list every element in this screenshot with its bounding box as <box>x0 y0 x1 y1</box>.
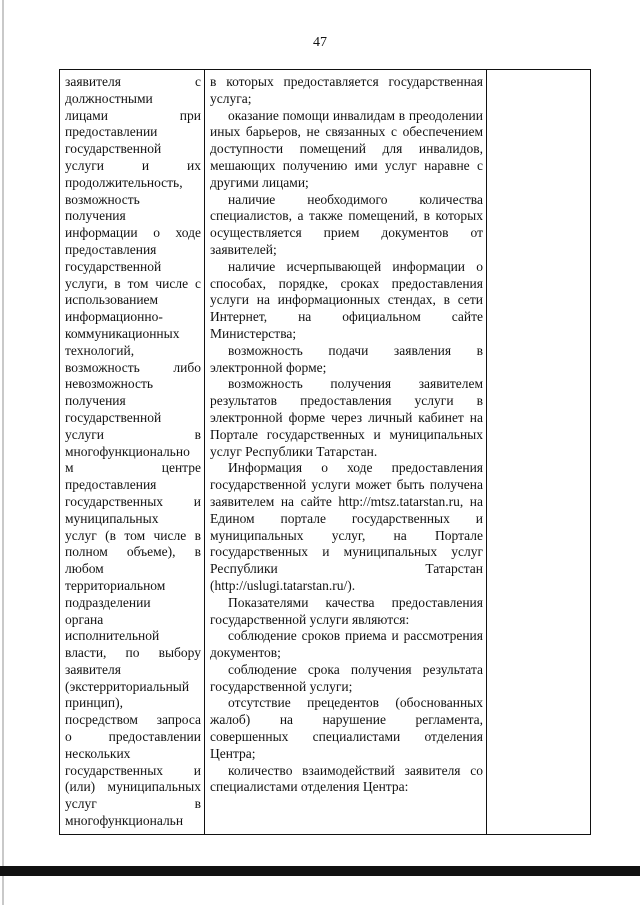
cell-text-line: (или) муниципальных <box>65 779 201 795</box>
cell-text-line: лицами при <box>65 107 201 123</box>
cell-text-line: государственной <box>65 258 162 274</box>
cell-text-line: технологий, <box>65 342 135 358</box>
cell-text-line: (экстерриториальный <box>65 678 190 694</box>
description-paragraph: возможность получения заявителем результатов предоставления услуги в электронной форме через личный кабинет на Портале государственных и муниципальных услуг Республики Татарстан. <box>210 376 483 459</box>
cell-text-line: возможность <box>65 191 140 207</box>
cell-text-line: предоставления <box>65 241 157 257</box>
cell-text-line: услуги в <box>65 426 201 442</box>
cell-text-line: власти, по выбору <box>65 645 201 661</box>
cell-text-line: получения <box>65 393 126 409</box>
cell-text-line: услуг в <box>65 796 201 812</box>
cell-text-line: государственных и <box>65 493 201 509</box>
description-paragraph: соблюдение срока получения результата государственной услуги; <box>210 661 483 694</box>
cell-text-line: принцип), <box>65 695 123 711</box>
criteria-name-cell <box>60 70 205 835</box>
description-paragraph: наличие необходимого количества специалистов, а также помещений, в которых осуществляется прием документов от заявителей; <box>210 191 483 257</box>
cell-text-line: нескольких <box>65 745 131 761</box>
cell-text-line: заявителя с <box>65 74 201 89</box>
cell-text-line: полном объеме), в <box>65 544 201 560</box>
cell-text-line: невозможность <box>65 376 154 392</box>
cell-text-line: подразделении <box>65 594 151 610</box>
description-paragraph: в которых предоставляется государственная услуга; <box>210 74 483 106</box>
description-paragraph: оказание помощи инвалидам в преодолении иных барьеров, не связанных с обеспечением доступности помещений для инвалидов, мешающих получению ими услуг наравне с другими лицами; <box>210 107 483 190</box>
cell-text-line: услуг (в том числе в <box>65 527 201 543</box>
cell-text-line: заявителя <box>65 661 121 677</box>
description-paragraph: Показателями качества предоставления государственной услуги являются: <box>210 594 483 627</box>
cell-text-line: использованием <box>65 292 159 308</box>
criteria-description-cell <box>205 70 487 835</box>
cell-text-line: услуги, в том числе с <box>65 275 201 291</box>
description-paragraph: Информация о ходе предоставления государственной услуги может быть получена заявителем на сайте http://mtsz.tatarstan.ru, на Едином портале государственных и муниципальных услуг, на Портале государственных и муниципальных услуг Республики Татарстан (http://uslugi.tatarstan.ru/). <box>210 460 483 593</box>
cell-text-line: органа <box>65 611 104 627</box>
cell-text-line: многофункционально <box>65 443 190 459</box>
cell-text-line: государственной <box>65 409 162 425</box>
cell-text-line: информации о ходе <box>65 225 201 241</box>
cell-text-line: муниципальных <box>65 510 159 526</box>
cell-text-line: государственной <box>65 141 162 157</box>
empty-cell <box>487 70 591 835</box>
cell-text-line: предоставлении <box>65 124 158 140</box>
scan-bottom-edge <box>0 866 640 876</box>
page-number: 47 <box>313 35 327 50</box>
cell-text-line: о предоставлении <box>65 729 201 745</box>
cell-text-line: коммуникационных <box>65 325 180 341</box>
description-paragraph: наличие исчерпывающей информации о способах, порядке, сроках предоставления услуги на информационных стендах, в сети Интернет, на официальном сайте Министерства; <box>210 258 483 341</box>
regulation-table <box>59 69 591 835</box>
cell-text-line: продолжительность, <box>65 174 183 190</box>
description-paragraph: отсутствие прецедентов (обоснованных жалоб) на нарушение регламента, совершенных специалистами отделения Центра; <box>210 695 483 761</box>
cell-text-line: посредством запроса <box>65 712 201 728</box>
description-paragraph: соблюдение сроков приема и рассмотрения документов; <box>210 628 483 661</box>
cell-text-line: информационно- <box>65 309 163 325</box>
description-paragraph: возможность подачи заявления в электронной форме; <box>210 342 483 375</box>
cell-text-line: любом <box>65 561 104 577</box>
cell-text-line: многофункциональн <box>65 813 184 829</box>
table-row <box>60 70 591 835</box>
cell-text-line: должностными <box>65 90 153 106</box>
cell-text-line: территориальном <box>65 577 166 593</box>
cell-text-line: получения <box>65 208 126 224</box>
cell-text-line: услуги и их <box>65 157 201 173</box>
cell-text-line: м центре <box>65 460 201 476</box>
description-paragraph: количество взаимодействий заявителя со специалистами отделения Центра: <box>210 762 483 795</box>
cell-text-line: предоставления <box>65 477 157 493</box>
cell-text-line: государственных и <box>65 762 201 778</box>
cell-text-line: возможность либо <box>65 359 201 375</box>
cell-text-line: исполнительной <box>65 628 160 644</box>
scan-edge-line <box>2 0 4 905</box>
